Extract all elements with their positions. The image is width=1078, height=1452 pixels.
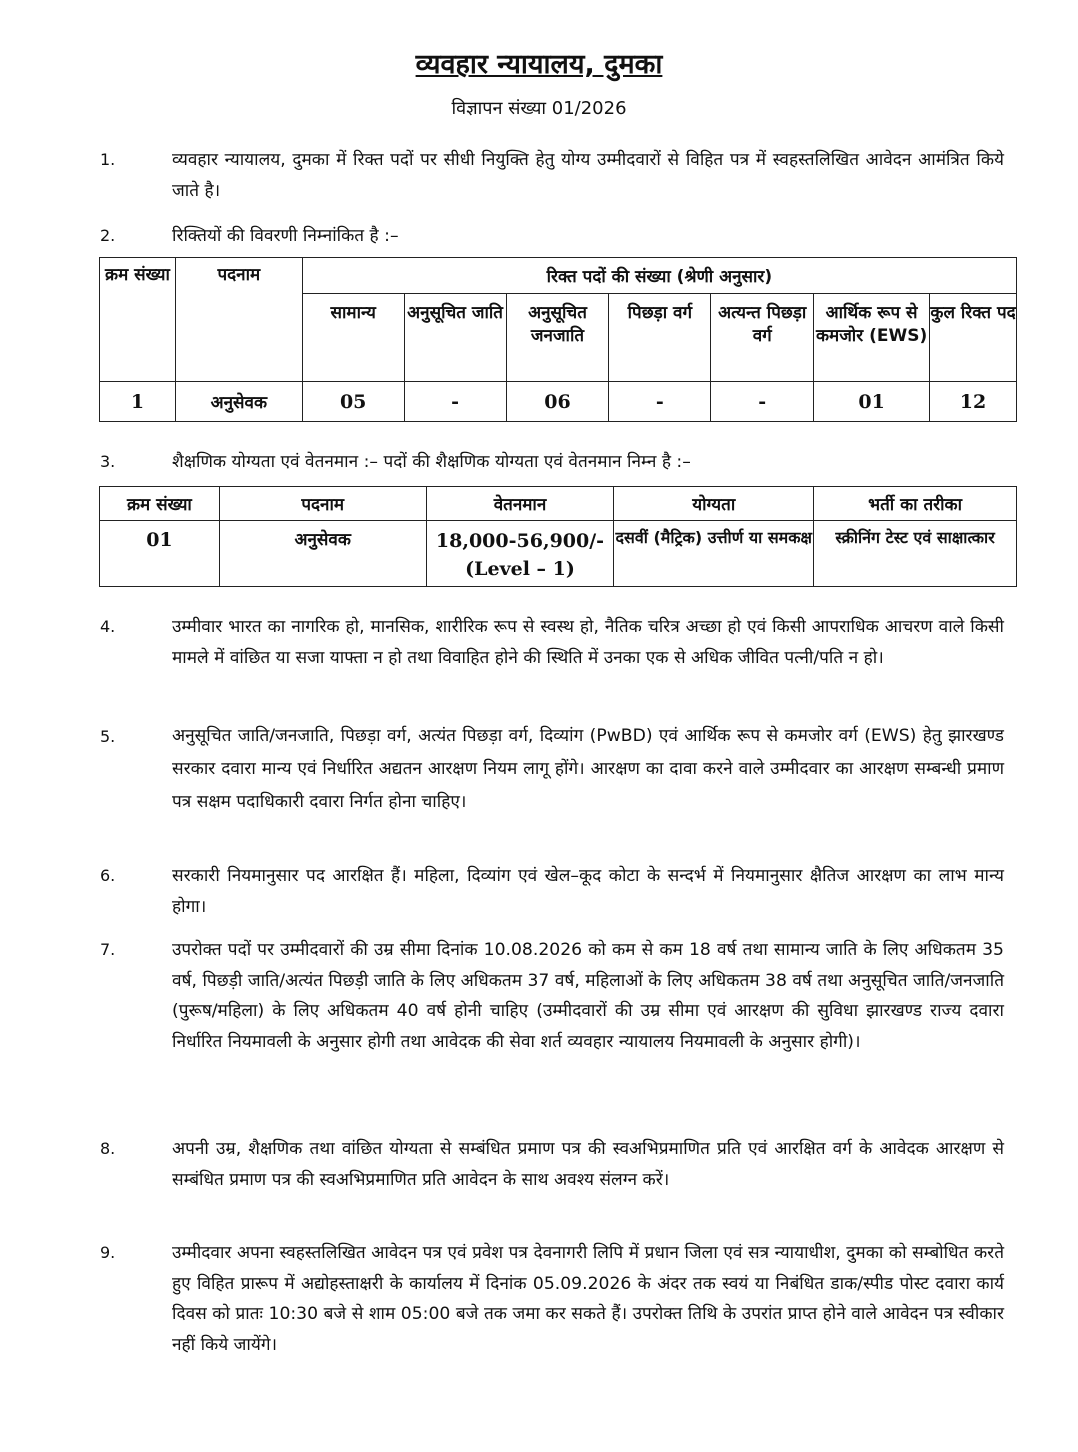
item-text: रिक्तियों की विवरणी निम्नांकित है :– bbox=[172, 226, 399, 246]
cell-value: 01 bbox=[814, 382, 930, 422]
header-post: पदनाम bbox=[175, 258, 302, 382]
table-row bbox=[100, 382, 1017, 422]
item-text: सरकारी नियमानुसार पद आरक्षित हैं। महिला, दिव्यांग एवं खेल–कूद कोटा के सन्दर्भ में नियमानुसार क्षैतिज आरक्षण का लाभ मान्य होगा। bbox=[172, 866, 1004, 917]
header-serial: क्रम संख्या bbox=[100, 258, 176, 382]
item-number: 5. bbox=[100, 727, 116, 746]
header-category: कुल रिक्त पद bbox=[930, 294, 1017, 382]
header-group: रिक्त पदों की संख्या (श्रेणी अनुसार) bbox=[302, 258, 1016, 294]
item-text: अपनी उम्र, शैक्षणिक तथा वांछित योग्यता से सम्बंधित प्रमाण पत्र की स्वअभिप्रमाणित प्रति एवं आरक्षित वर्ग के आवेदक आरक्षण से सम्बंधित प्रमाण पत्र की स्वअभिप्रमाणित प्रति आवेदन के साथ अवश्य संलग्न करें। bbox=[172, 1139, 1004, 1190]
cell-value: - bbox=[404, 382, 506, 422]
vacancy-table bbox=[99, 257, 1017, 422]
header-category: आर्थिक रूप से कमजोर (EWS) bbox=[814, 294, 930, 382]
header-method: भर्ती का तरीका bbox=[814, 487, 1017, 521]
item-text: शैक्षणिक योग्यता एवं वेतनमान :– पदों की शैक्षणिक योग्यता एवं वेतनमान निम्न है :– bbox=[172, 452, 691, 472]
advertisement-number: विज्ञापन संख्या 01/2026 bbox=[451, 98, 627, 119]
item-number: 2. bbox=[100, 226, 116, 245]
pay-level: (Level – 1) bbox=[465, 558, 575, 580]
page-title: व्यवहार न्यायालय, दुमका bbox=[415, 49, 663, 80]
item-text: उम्मीवार भारत का नागरिक हो, मानसिक, शारीरिक रूप से स्वस्थ हो, नैतिक चरित्र अच्छा हो एवं किसी आपराधिक आचरण वाले किसी मामले में वांछित या सजा याफ्ता न हो तथा विवाहित होने की स्थिति में उनका एक से अधिक जीवित पत्नी/पति न हो। bbox=[172, 617, 1004, 668]
table-row bbox=[100, 521, 1017, 587]
header-qualification: योग्यता bbox=[614, 487, 814, 521]
cell-value: - bbox=[711, 382, 814, 422]
cell-method: स्क्रीनिंग टेस्ट एवं साक्षात्कार bbox=[814, 521, 1017, 587]
header-category: सामान्य bbox=[302, 294, 404, 382]
header-pay: वेतनमान bbox=[426, 487, 614, 521]
item-number: 3. bbox=[100, 452, 116, 471]
cell-pay bbox=[426, 521, 614, 587]
cell-serial: 01 bbox=[100, 521, 220, 587]
item-number: 8. bbox=[100, 1139, 116, 1158]
header-category: पिछड़ा वर्ग bbox=[609, 294, 711, 382]
cell-post: अनुसेवक bbox=[175, 382, 302, 422]
header-category: अनुसूचित जनजाति bbox=[506, 294, 609, 382]
qualification-table bbox=[99, 486, 1017, 587]
item-number: 4. bbox=[100, 617, 116, 636]
item-text: उम्मीदवार अपना स्वहस्तलिखित आवेदन पत्र एवं प्रवेश पत्र देवनागरी लिपि में प्रधान जिला एवं सत्र न्यायाधीश, दुमका को सम्बोधित करते हुए विहित प्रारूप में अद्योहस्ताक्षरी के कार्यालय में दिनांक 05.09.2026 के अंदर तक स्वयं या निबंधित डाक/स्पीड पोस्ट दवारा कार्य दिवस को प्रातः 10:30 बजे से शाम 05:00 बजे तक जमा कर सकते हैं। उपरोक्त तिथि के उपरांत प्राप्त होने वाले आवेदन पत्र स्वीकार नहीं किये जायेंगे। bbox=[172, 1243, 1004, 1355]
item-number: 6. bbox=[100, 866, 116, 885]
item-number: 1. bbox=[100, 150, 116, 169]
header-serial: क्रम संख्या bbox=[100, 487, 220, 521]
item-number: 7. bbox=[100, 940, 116, 959]
item-text: व्यवहार न्यायालय, दुमका में रिक्त पदों पर सीधी नियुक्ति हेतु योग्य उम्मीदवारों से विहित पत्र में स्वहस्तलिखित आवेदन आमंत्रित किये जाते है। bbox=[172, 150, 1004, 201]
item-number: 9. bbox=[100, 1243, 116, 1262]
pay-scale: 18,000-56,900/- bbox=[435, 530, 605, 552]
header-category: अत्यन्त पिछड़ा वर्ग bbox=[711, 294, 814, 382]
cell-value: 05 bbox=[302, 382, 404, 422]
cell-value: 06 bbox=[506, 382, 609, 422]
header-post: पदनाम bbox=[219, 487, 426, 521]
cell-qualification: दसवीं (मैट्रिक) उत्तीर्ण या समकक्ष bbox=[614, 521, 814, 587]
cell-serial: 1 bbox=[100, 382, 176, 422]
item-text: अनुसूचित जाति/जनजाति, पिछड़ा वर्ग, अत्यंत पिछड़ा वर्ग, दिव्यांग (PwBD) एवं आर्थिक रूप से कमजोर वर्ग (EWS) हेतु झारखण्ड सरकार दवारा मान्य एवं निर्धारित अद्यतन आरक्षण नियम लागू होंगे। आरक्षण का दावा करने वाले उम्मीदवार का आरक्षण सम्बन्धी प्रमाण पत्र सक्षम पदाधिकारी दवारा निर्गत होना चाहिए। bbox=[172, 726, 1004, 812]
cell-value: - bbox=[609, 382, 711, 422]
cell-post: अनुसेवक bbox=[219, 521, 426, 587]
cell-value: 12 bbox=[930, 382, 1017, 422]
item-text: उपरोक्त पदों पर उम्मीदवारों की उम्र सीमा दिनांक 10.08.2026 को कम से कम 18 वर्ष तथा सामान्य जाति के लिए अधिकतम 35 वर्ष, पिछड़ी जाति/अत्यंत पिछड़ी जाति के लिए अधिकतम 37 वर्ष, महिलाओं के लिए अधिकतम 38 वर्ष तथा अनुसूचित जाति/जनजाति (पुरूष/महिला) के लिए अधिकतम 40 वर्ष होनी चाहिए (उम्मीदवारों की उम्र सीमा एवं आरक्षण की सुविधा झारखण्ड राज्य दवारा निर्धारित नियमावली के अनुसार होगी तथा आवेदक की सेवा शर्त व्यवहार न्यायालय नियमावली के अनुसार होगी)। bbox=[172, 940, 1004, 1052]
header-category: अनुसूचित जाति bbox=[404, 294, 506, 382]
